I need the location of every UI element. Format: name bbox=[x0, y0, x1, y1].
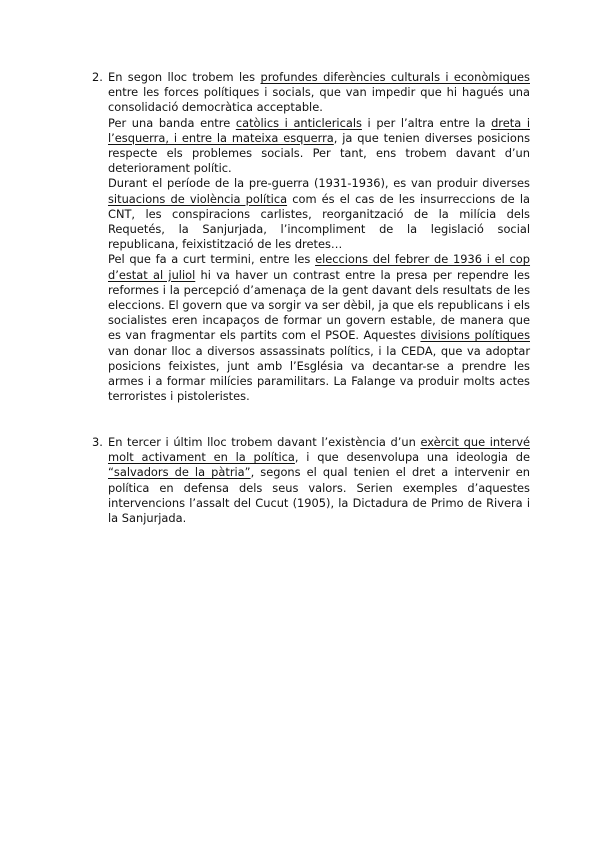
text-run: van donar lloc a diversos assassinats polítics, i la CEDA, que va adoptar posicions feixistes, junt amb l’Església va decantar-se a prendre les armes i a formar milícies paramilitars. La Falange va produir molts actes terroristes i pistoleristes. bbox=[108, 343, 530, 404]
underlined-phrase: “salvadors de la pàtria” bbox=[108, 465, 251, 480]
text-run: , ja que tenien diverses posicions respecte els problemes socials. Per tant, ens trobem davant d’un deteriorament polític. bbox=[108, 130, 531, 176]
text-run: hi va haver un contrast entre la presa per rependre les reformes i la percepció d’amenaça de la gent davant dels resultats de les eleccions. El govern que va sorgir va ser dèbil, ja que els republicans i els socialistes eren incapaços de formar un govern estable, de manera que es van fragmentar els partits com el PSOE. Aquestes bbox=[108, 267, 530, 343]
list-item-2 bbox=[92, 70, 530, 404]
paragraph-1 bbox=[108, 70, 530, 116]
text-run: , segons el qual tenien el dret a intervenir en política en defensa dels seus valors. Serien exemples d’aquestes intervencions l’assalt del Cucut (1905), la Dictadura de Primo de Rivera i la Sanjurjada. bbox=[108, 465, 531, 526]
list-number: 3. bbox=[92, 435, 103, 449]
underlined-phrase: exèrcit que intervé molt activament en la política bbox=[108, 435, 530, 465]
text-run: i per l’altra entre la bbox=[361, 115, 492, 130]
list-number: 2. bbox=[92, 70, 103, 84]
underlined-phrase: eleccions del febrer de 1936 i el cop d’estat al juliol bbox=[108, 252, 531, 282]
list-item-3 bbox=[92, 435, 530, 526]
text-run: , i que desenvolupa una ideologia de bbox=[294, 450, 530, 465]
paragraph-2 bbox=[108, 116, 530, 177]
underlined-phrase: situacions de violència política bbox=[108, 191, 288, 206]
text-run: En segon lloc trobem les bbox=[108, 70, 261, 84]
text-run: Per una banda entre bbox=[108, 115, 236, 130]
list-item-body bbox=[108, 435, 530, 526]
text-run: com és el cas de les insurreccions de la CNT, les conspiracions carlistes, reorganització de la milícia dels Requetés, la Sanjurjada, l’incompliment de la legislació social republicana, feixistització de les dretes… bbox=[108, 191, 530, 252]
paragraph-1 bbox=[108, 435, 530, 526]
list-item-body bbox=[108, 70, 530, 404]
text-run: Pel que fa a curt termini, entre les bbox=[108, 252, 316, 267]
underlined-phrase: dreta i l’esquerra, i entre la mateixa esquerra bbox=[108, 115, 530, 145]
text-run: entre les forces polítiques i socials, que van impedir que hi hagués una consolidació democràtica acceptable. bbox=[108, 85, 530, 115]
text-run: En tercer i últim lloc trobem davant l’existència d’un bbox=[108, 435, 421, 449]
underlined-phrase: divisions polítiques bbox=[420, 328, 530, 343]
underlined-phrase: catòlics i anticlericals bbox=[235, 115, 362, 130]
text-run: Durant el període de la pre-guerra (1931-1936), es van produir diverses bbox=[108, 176, 530, 191]
underlined-phrase: profundes diferències culturals i econòmiques bbox=[260, 70, 530, 84]
paragraph-4 bbox=[108, 252, 530, 404]
paragraph-3 bbox=[108, 176, 530, 252]
